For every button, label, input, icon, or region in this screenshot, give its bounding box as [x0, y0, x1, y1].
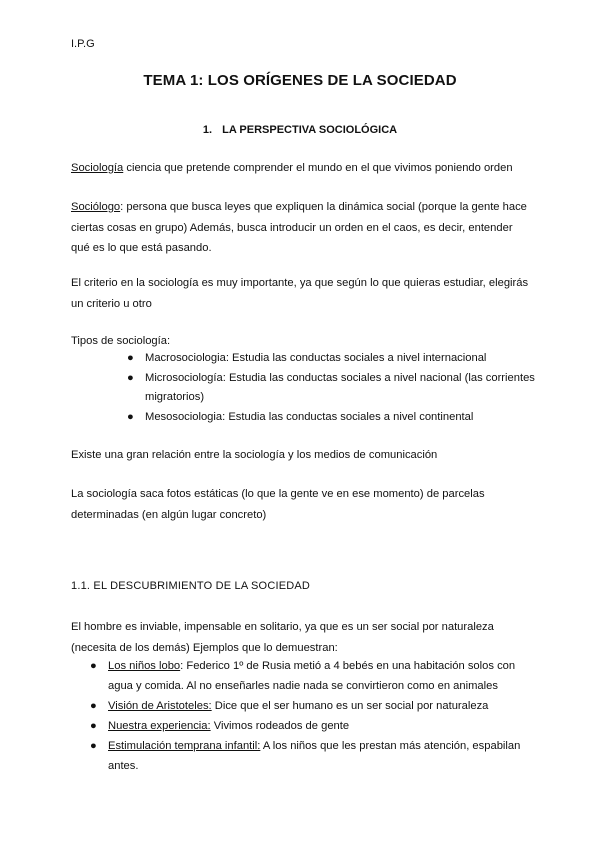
- page-title: TEMA 1: LOS ORÍGENES DE LA SOCIEDAD: [143, 72, 457, 89]
- paragraph-tipos: Tipos de sociología:: [71, 335, 171, 347]
- list-item: ● Mesosociologia: Estudia las conductas sociales a nivel continental: [145, 408, 535, 428]
- term-sociologia: Sociología: [71, 162, 124, 174]
- term-sociologo: Sociólogo: [71, 201, 121, 213]
- definition-sociologo: : persona que busca leyes que expliquen la dinámica social (porque la gente hace ciertas cosas en grupo) Además, busca introducir un orden en el caos, es decir, entender qué es lo que está pasando.: [71, 201, 527, 254]
- paragraph-hombre: El hombre es inviable, impensable en solitario, ya que es un ser social por naturaleza (necesita de los demás) Ejemplos que lo demuestran:: [71, 621, 494, 654]
- section-heading-text: LA PERSPECTIVA SOCIOLÓGICA: [222, 124, 398, 136]
- bullet-icon: ●: [90, 740, 97, 752]
- bullet-icon: ●: [90, 700, 97, 712]
- section-number: 1.: [202, 124, 213, 136]
- types-list: [127, 349, 535, 427]
- paragraph-fotos: La sociología saca fotos estáticas (lo que la gente ve en ese momento) de parcelas determinadas (en algún lugar concreto): [71, 488, 485, 521]
- list-item: ● Visión de Aristoteles: Dice que el ser humano es un ser social por naturaleza: [108, 696, 533, 716]
- paragraph-medios: Existe una gran relación entre la sociología y los medios de comunicación: [71, 449, 438, 461]
- paragraph-sociologia: [71, 158, 531, 179]
- list-item: ● Macrosociologia: Estudia las conductas sociales a nivel internacional: [145, 349, 535, 369]
- bullet-icon: ●: [127, 410, 134, 423]
- list-item: ● Microsociología: Estudia las conductas sociales a nivel nacional (las corrientes migratorios): [145, 369, 535, 408]
- list-item: ● Los niños lobo: Federico 1º de Rusia metió a 4 bebés en una habitación solos con agua y comida. Al no enseñarles nadie nada se convirtieron como en animales: [108, 656, 533, 696]
- paragraph-sociologo: [71, 197, 531, 259]
- bullet-icon: ●: [90, 720, 97, 732]
- examples-list: [90, 656, 533, 776]
- bullet-icon: ●: [127, 352, 134, 364]
- bullet-icon: ●: [90, 660, 97, 672]
- header-label: I.P.G: [71, 38, 95, 50]
- subsection-heading: 1.1. EL DESCUBRIMIENTO DE LA SOCIEDAD: [71, 580, 311, 592]
- bullet-icon: ●: [127, 371, 134, 384]
- section-heading: [0, 124, 600, 136]
- paragraph-criterio: El criterio en la sociología es muy importante, ya que según lo que quieras estudiar, elegirás un criterio u otro: [71, 277, 529, 310]
- definition-sociologia: ciencia que pretende comprender el mundo en el que vivimos poniendo orden: [123, 162, 513, 174]
- list-item: ● Estimulación temprana infantil: A los niños que les prestan más atención, espabilan antes.: [108, 736, 533, 776]
- list-item: ● Nuestra experiencia: Vivimos rodeados de gente: [108, 716, 533, 736]
